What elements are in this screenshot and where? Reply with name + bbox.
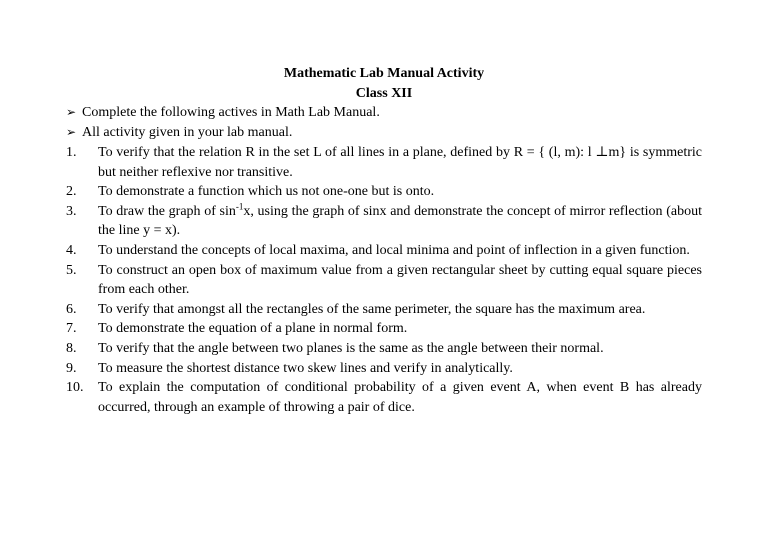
activity-item — [66, 339, 702, 359]
activity-number: 9. — [66, 360, 77, 376]
activity-item — [66, 300, 702, 320]
activity-text-part: x, using the graph of sinx and demonstrate the concept of mirror reflection (about the line y = x). — [98, 203, 702, 239]
activity-number: 4. — [66, 242, 77, 258]
instruction-item — [66, 103, 706, 123]
activity-text-part: To draw the graph of sin — [98, 203, 236, 219]
activity-text: To explain the computation of conditional probability of a given event A, when event B has already occurred, through an example of throwing a pair of dice. — [98, 380, 702, 415]
activity-number: 5. — [66, 262, 77, 278]
activity-item — [66, 319, 702, 339]
inverse-superscript: -1 — [235, 201, 244, 212]
document-title: Mathematic Lab Manual Activity — [283, 66, 485, 81]
activity-number: 10. — [66, 380, 84, 396]
activity-text: To verify that the relation R in the set L of all lines in a plane, defined by R = { (l, m): l ⊥m} is symmetric but neither reflexive nor transitive. — [98, 145, 702, 180]
activity-text — [98, 202, 702, 241]
activity-text: To demonstrate the equation of a plane in normal form. — [98, 321, 408, 337]
instruction-list — [66, 103, 706, 142]
arrow-bullet-icon: ➢ — [66, 105, 77, 119]
instruction-item — [66, 123, 706, 143]
activity-item — [66, 359, 702, 379]
activity-number: 1. — [66, 145, 77, 160]
activity-text: To construct an open box of maximum value from a given rectangular sheet by cutting equal square pieces from each other. — [98, 262, 702, 298]
activity-item — [66, 143, 702, 182]
activity-item — [66, 182, 702, 202]
instruction-text: All activity given in your lab manual. — [82, 124, 293, 140]
activity-text: To verify that amongst all the rectangles of the same perimeter, the square has the maximum area. — [98, 301, 646, 317]
activity-number: 8. — [66, 340, 77, 356]
activity-number: 6. — [66, 301, 77, 317]
document-subtitle: Class XII — [355, 86, 413, 101]
activity-item — [66, 241, 702, 261]
activity-list — [66, 143, 702, 417]
activity-number: 7. — [66, 321, 77, 337]
activity-text: To understand the concepts of local maxima, and local minima and point of inflection in a given function. — [98, 242, 690, 258]
activity-text: To demonstrate a function which us not one-one but is onto. — [98, 184, 435, 200]
activity-text: To verify that the angle between two planes is the same as the angle between their normal. — [98, 340, 604, 356]
arrow-bullet-icon: ➢ — [66, 124, 77, 139]
activity-text: To measure the shortest distance two skew lines and verify in analytically. — [98, 360, 513, 376]
instruction-text: Complete the following actives in Math Lab Manual. — [82, 105, 380, 120]
activity-item — [66, 378, 702, 417]
activity-number: 2. — [66, 184, 77, 200]
activity-number: 3. — [66, 203, 77, 219]
activity-item — [66, 261, 702, 300]
activity-item — [66, 202, 702, 241]
